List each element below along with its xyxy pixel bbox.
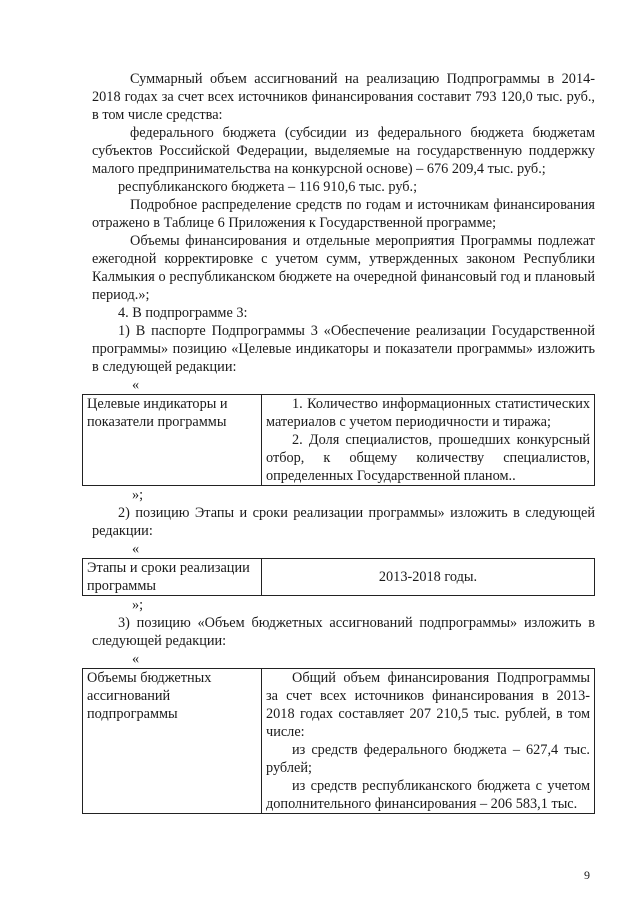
table-budget-allocations (82, 668, 595, 814)
paragraph-republic-budget: республиканского бюджета – 116 910,6 тыс. руб.; (118, 179, 418, 195)
table-label-cell: Целевые индикаторы и показатели программы (83, 395, 262, 486)
document-body (87, 70, 595, 814)
table-target-indicators (82, 394, 595, 486)
table-label-cell: Этапы и сроки реализации программы (83, 559, 262, 596)
paragraph-budget-change: 3) позицию «Объем бюджетных ассигнований подпрограммы» изложить в следующей редакции: (92, 615, 595, 649)
budget-republic: из средств республиканского бюджета с учетом дополнительного финансирования – 206 583,1 тыс. (266, 778, 590, 812)
budget-federal: из средств федерального бюджета – 627,4 тыс. рублей; (266, 742, 590, 776)
quote-open: « (132, 541, 140, 557)
paragraph-federal-budget: федерального бюджета (субсидии из федерального бюджета бюджетам субъектов Российской Федерации, выделяемые на государственную поддержку малого предпринимательства на конкурсной основе) – 676 209,4 тыс. руб.; (92, 125, 595, 177)
indicator-item-2: 2. Доля специалистов, прошедших конкурсный отбор, к общему количеству специалистов, определенных Государственной планом.. (266, 432, 590, 484)
quote-close: »; (132, 487, 144, 503)
paragraph-total-allocation: Суммарный объем ассигнований на реализацию Подпрограммы в 2014-2018 годах за счет всех источников финансирования составит 793 120,0 тыс. руб., в том числе средства: (92, 71, 595, 123)
table-value-cell (262, 395, 595, 486)
page-number: 9 (584, 868, 590, 882)
table-value-cell: 2013-2018 годы. (262, 559, 595, 596)
paragraph-passport-change: 1) В паспорте Подпрограммы 3 «Обеспечение реализации Государственной программы» позицию «Целевые индикаторы и показатели программы» изложить в следующей редакции: (92, 323, 595, 375)
table-value-cell (262, 669, 595, 814)
table-label-cell: Объемы бюджетных ассигнований подпрограммы (83, 669, 262, 814)
indicator-item-1: 1. Количество информационных статистических материалов с учетом периодичности и тиража; (266, 396, 590, 430)
quote-close: »; (132, 597, 144, 613)
quote-open: « (132, 651, 140, 667)
paragraph-stages-change: 2) позицию Этапы и сроки реализации программы» изложить в следующей редакции: (92, 505, 595, 539)
paragraph-adjustment: Объемы финансирования и отдельные мероприятия Программы подлежат ежегодной корректировке с учетом сумм, утвержденных законом Республики Калмыкия о республиканском бюджете на очередной финансовый год и плановый период.»; (92, 233, 595, 303)
paragraph-subprogram-3: 4. В подпрограмме 3: (118, 305, 248, 321)
quote-open: « (132, 377, 140, 393)
paragraph-distribution: Подробное распределение средств по годам и источникам финансирования отражено в Таблице 6 Приложения к Государственной программе; (92, 197, 595, 231)
table-stages (82, 558, 595, 596)
budget-total: Общий объем финансирования Подпрограммы за счет всех источников финансирования в 2013-2018 годах составляет 207 210,5 тыс. рублей, в том числе: (266, 670, 590, 740)
